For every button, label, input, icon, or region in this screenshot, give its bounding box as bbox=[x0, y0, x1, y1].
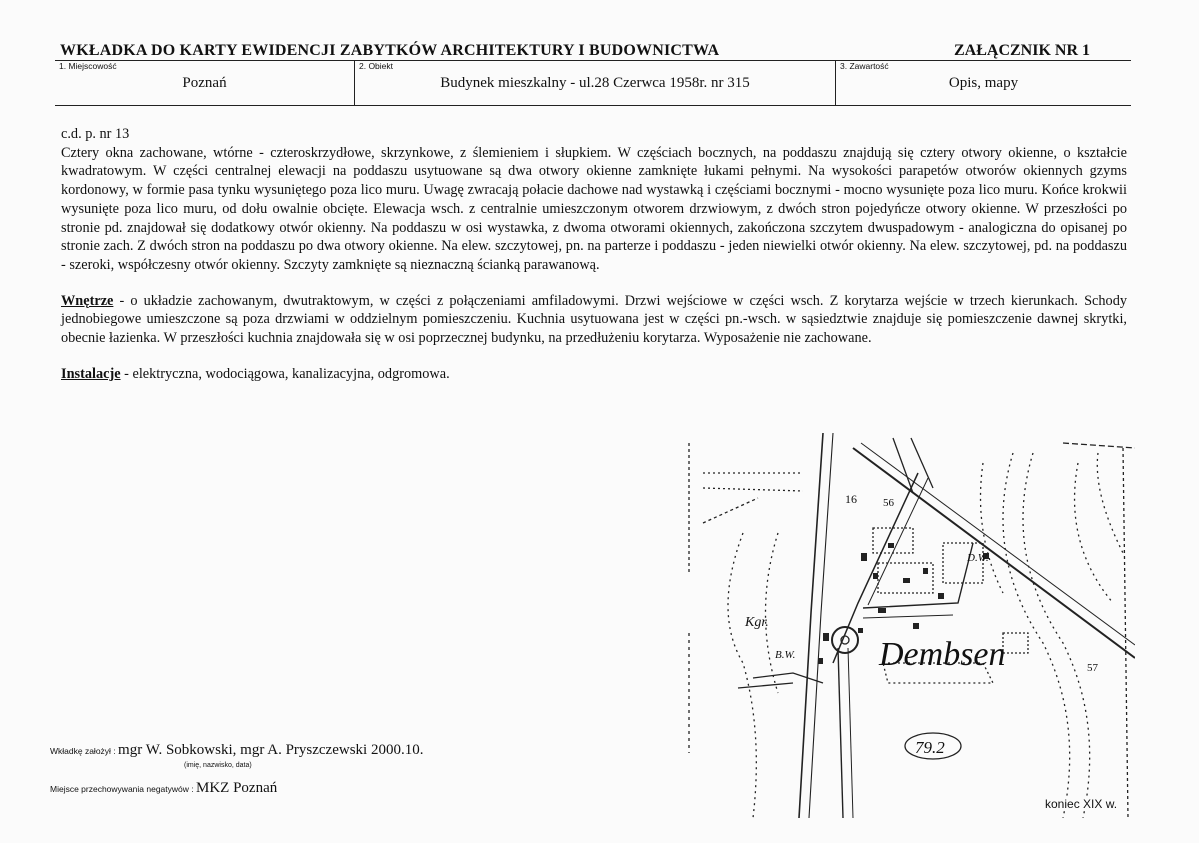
annex-label: ZAŁĄCZNIK NR 1 bbox=[954, 42, 1091, 59]
negatives-location-label: Miejsce przechowywania negatywów : bbox=[50, 784, 194, 794]
installations-heading: Instalacje bbox=[61, 365, 121, 382]
installations-text: - elektryczna, wodociągowa, kanalizacyjna, odgromowa. bbox=[120, 365, 450, 382]
field-object bbox=[355, 61, 836, 105]
map-label-bw: B.W. bbox=[775, 649, 796, 661]
field-content bbox=[836, 61, 1131, 105]
author-hint: (imię, nazwisko, data) bbox=[184, 762, 252, 769]
map-place-name: Dembsen bbox=[879, 636, 1006, 673]
map-label-kgr: Kgr. bbox=[745, 615, 769, 630]
map-label-dw: D.W. bbox=[967, 552, 989, 564]
continuation-note: c.d. p. nr 13 bbox=[61, 126, 130, 142]
map-label-16: 16 bbox=[845, 492, 857, 506]
field-locality-label: 1. Miejscowość bbox=[59, 61, 117, 71]
author-value: mgr W. Sobkowski, mgr A. Pryszczewski 2000.10. bbox=[118, 742, 424, 758]
negatives-location-line bbox=[50, 780, 277, 797]
field-content-label: 3. Zawartość bbox=[840, 61, 889, 71]
field-object-label: 2. Obiekt bbox=[359, 61, 394, 71]
document-title: WKŁADKA DO KARTY EWIDENCJI ZABYTKÓW ARCHITEKTURY I BUDOWNICTWA bbox=[60, 42, 720, 59]
author-line bbox=[50, 742, 423, 759]
interior-heading: Wnętrze bbox=[61, 292, 114, 309]
historic-map bbox=[683, 433, 1135, 818]
field-locality bbox=[55, 61, 355, 105]
map-label-elevation: 79.2 bbox=[915, 738, 945, 757]
header-fields bbox=[55, 61, 1131, 106]
map-caption: koniec XIX w. bbox=[1045, 797, 1118, 811]
exterior-paragraph: Cztery okna zachowane, wtórne - czteroskrzydłowe, skrzynkowe, z ślemieniem i słupkiem. W częściach bocznych, na poddaszu znajdują się cztery otwory okienne, o kształcie kwadratowym. W części centralnej elewacji na poddaszu usytuowane są dwa otwory okienne zamknięte łukami pełnymi. Na wysokości parapetów otworów okiennych gzyms kordonowy, w formie pasa tynku wysuniętego poza lico muru. Uwagę zwracają połacie dachowe nad wystawką i częściami bocznymi - mocno wysunięte poza lico muru. Końce krokwii wysunięte poza lico muru, od dołu owalnie obcięte. Elewacja wsch. z centralnie umieszczonym otworem drzwiowym, z dwóch stron pojedyńcze otwory okienne. W przeszłości po stronie pd. znajdował się dodatkowy otwór okienny. Na poddaszu w osi wystawka, z dwoma otworami okiennych, zakończona szczytem dwuspadowym - analogiczna do opisanej po stronie zach. Z dwóch stron na poddaszu po dwa otwory okienne. Na elew. szczytowej, pn. na parterze i poddaszu - jeden niewielki otwór okienny. Na elew. szczytowej, pd. na poddaszu - szeroki, współczesny otwór okienny. Szczyty zamknięte są nieznaczną ścianką parawanową. bbox=[61, 144, 1127, 273]
installations-paragraph bbox=[61, 365, 1127, 384]
field-locality-value: Poznań bbox=[182, 75, 227, 91]
interior-paragraph bbox=[61, 292, 1127, 348]
map-label-56: 56 bbox=[883, 497, 894, 509]
interior-text: - o układzie zachowanym, dwutraktowym, w części z połączeniami amfiladowymi. Drzwi wejściowe w części wsch. Z korytarza wejście w trzech kierunkach. Schody jednobiegowe umieszczone są poza drzwiami w oddzielnym pomieszczeniu. Kuchnia usytuowana jest w części pn.-wsch. w sąsiedztwie znajduje się pomieszczenie dawnej skrytki, obecnie łazienka. W przeszłości kuchnia znajdowała się w osi poprzecznej budynku, na przedłużeniu korytarza. Wyposażenie nie zachowane. bbox=[61, 292, 1127, 347]
field-object-value: Budynek mieszkalny - ul.28 Czerwca 1958r. nr 315 bbox=[440, 75, 750, 91]
field-content-value: Opis, mapy bbox=[948, 75, 1019, 91]
description-body bbox=[61, 125, 1127, 383]
author-label: Wkładkę założył : bbox=[50, 746, 116, 756]
map-label-57: 57 bbox=[1087, 662, 1098, 674]
negatives-location-value: MKZ Poznań bbox=[196, 780, 278, 796]
